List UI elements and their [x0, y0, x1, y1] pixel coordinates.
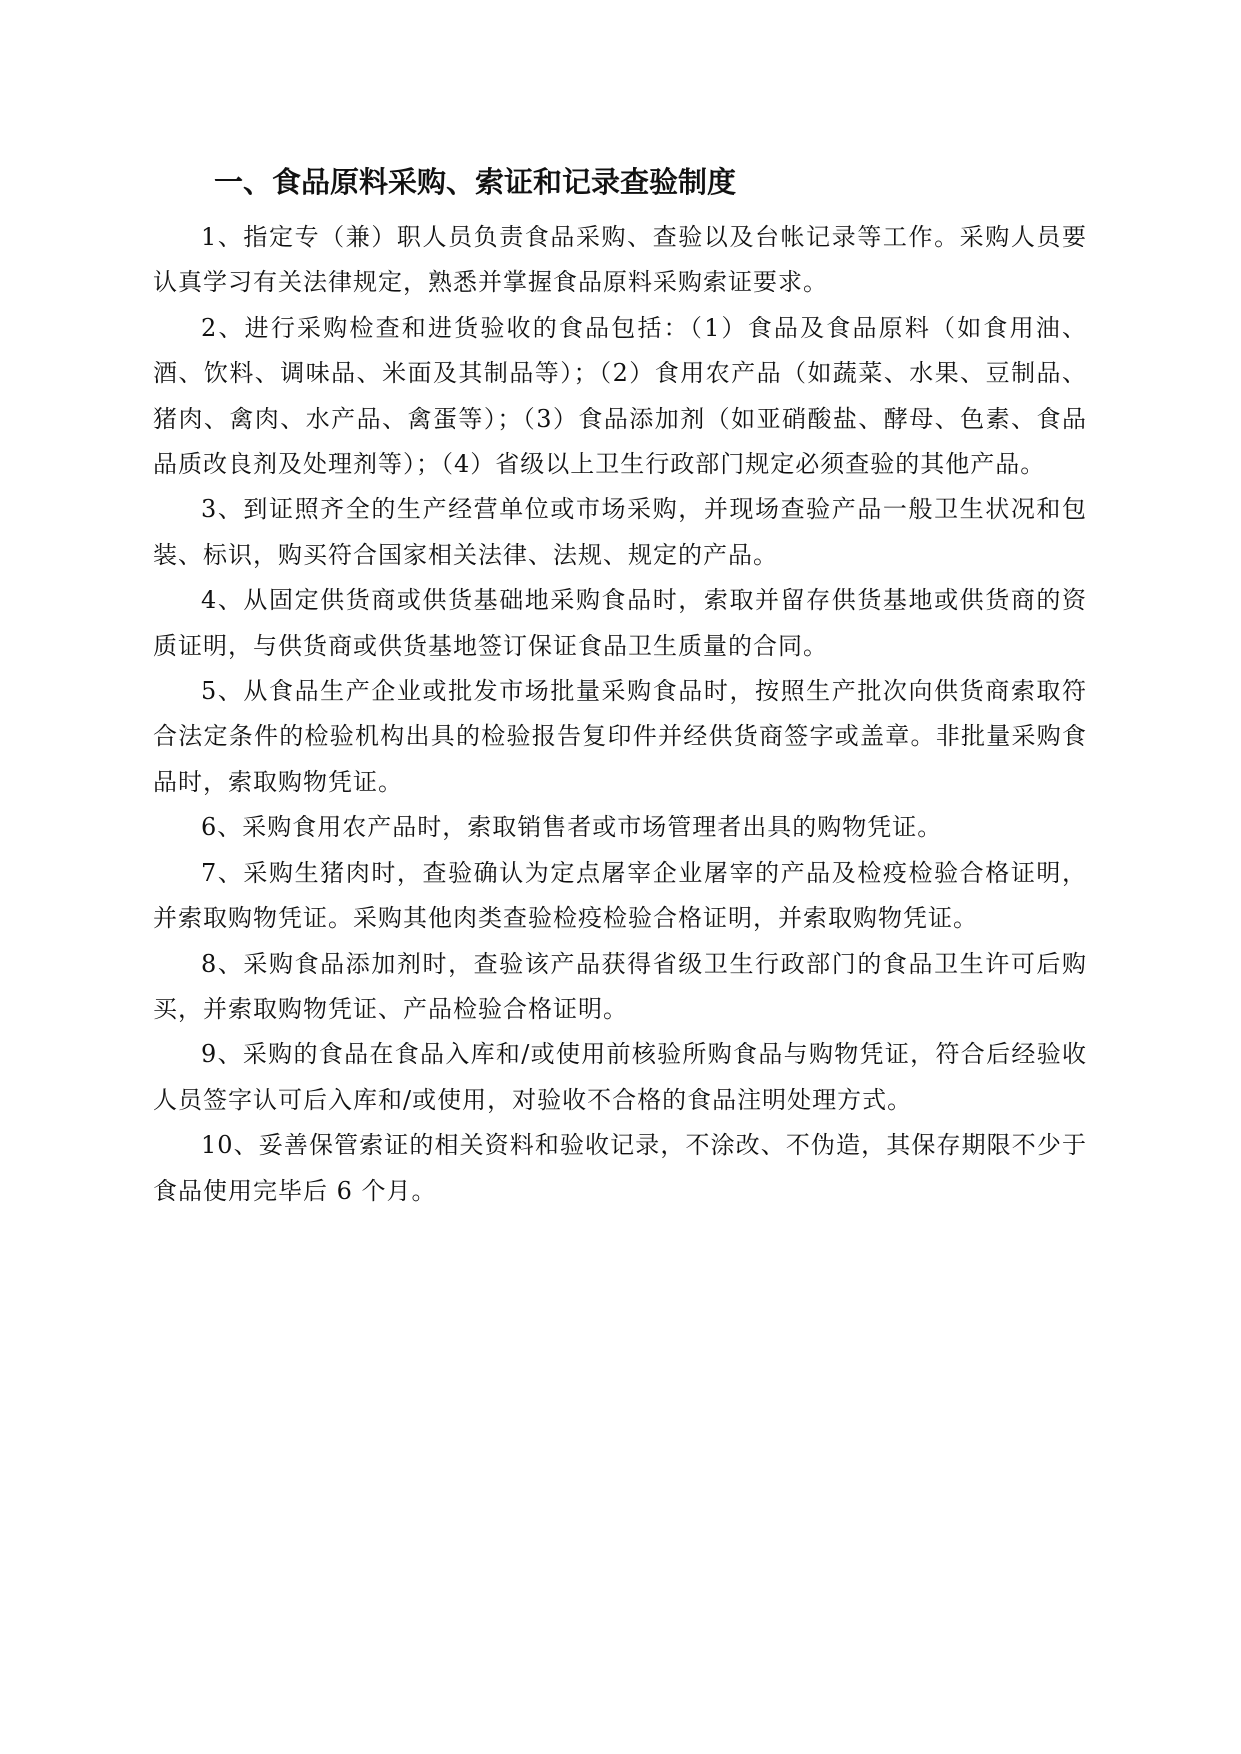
paragraph-8: 8、采购食品添加剂时，查验该产品获得省级卫生行政部门的食品卫生许可后购买，并索取购物凭证、产品检验合格证明。	[153, 949, 1087, 1023]
paragraph-3: 3、到证照齐全的生产经营单位或市场采购，并现场查验产品一般卫生状况和包装、标识，购买符合国家相关法律、法规、规定的产品。	[153, 495, 1087, 569]
document-body	[153, 215, 1087, 1214]
paragraph-2: 2、进行采购检查和进货验收的食品包括：（1）食品及食品原料（如食用油、酒、饮料、调味品、米面及其制品等）；（2）食用农产品（如蔬菜、水果、豆制品、猪肉、禽肉、水产品、禽蛋等）；（3）食品添加剂（如亚硝酸盐、酵母、色素、食品品质改良剂及处理剂等）；（4）省级以上卫生行政部门规定必须查验的其他产品。	[153, 313, 1087, 479]
paragraph-1: 1、指定专（兼）职人员负责食品采购、查验以及台帐记录等工作。采购人员要认真学习有关法律规定，熟悉并掌握食品原料采购索证要求。	[153, 223, 1087, 297]
paragraph-10: 10、妥善保管索证的相关资料和验收记录，不涂改、不伪造，其保存期限不少于食品使用完毕后 6 个月。	[153, 1131, 1087, 1205]
paragraph-7: 7、采购生猪肉时，查验确认为定点屠宰企业屠宰的产品及检疫检验合格证明，并索取购物凭证。采购其他肉类查验检疫检验合格证明，并索取购物凭证。	[153, 858, 1087, 933]
paragraph-9: 9、采购的食品在食品入库和/或使用前核验所购食品与购物凭证，符合后经验收人员签字认可后入库和/或使用，对验收不合格的食品注明处理方式。	[153, 1040, 1087, 1114]
paragraph-6: 6、采购食用农产品时，索取销售者或市场管理者出具的购物凭证。	[201, 813, 943, 842]
paragraph-4: 4、从固定供货商或供货基础地采购食品时，索取并留存供货基地或供货商的资质证明，与供货商或供货基地签订保证食品卫生质量的合同。	[153, 586, 1087, 660]
document-title: 一、食品原料采购、索证和记录查验制度	[214, 165, 737, 199]
paragraph-5: 5、从食品生产企业或批发市场批量采购食品时，按照生产批次向供货商索取符合法定条件的检验机构出具的检验报告复印件并经供货商签字或盖章。非批量采购食品时，索取购物凭证。	[153, 677, 1087, 796]
